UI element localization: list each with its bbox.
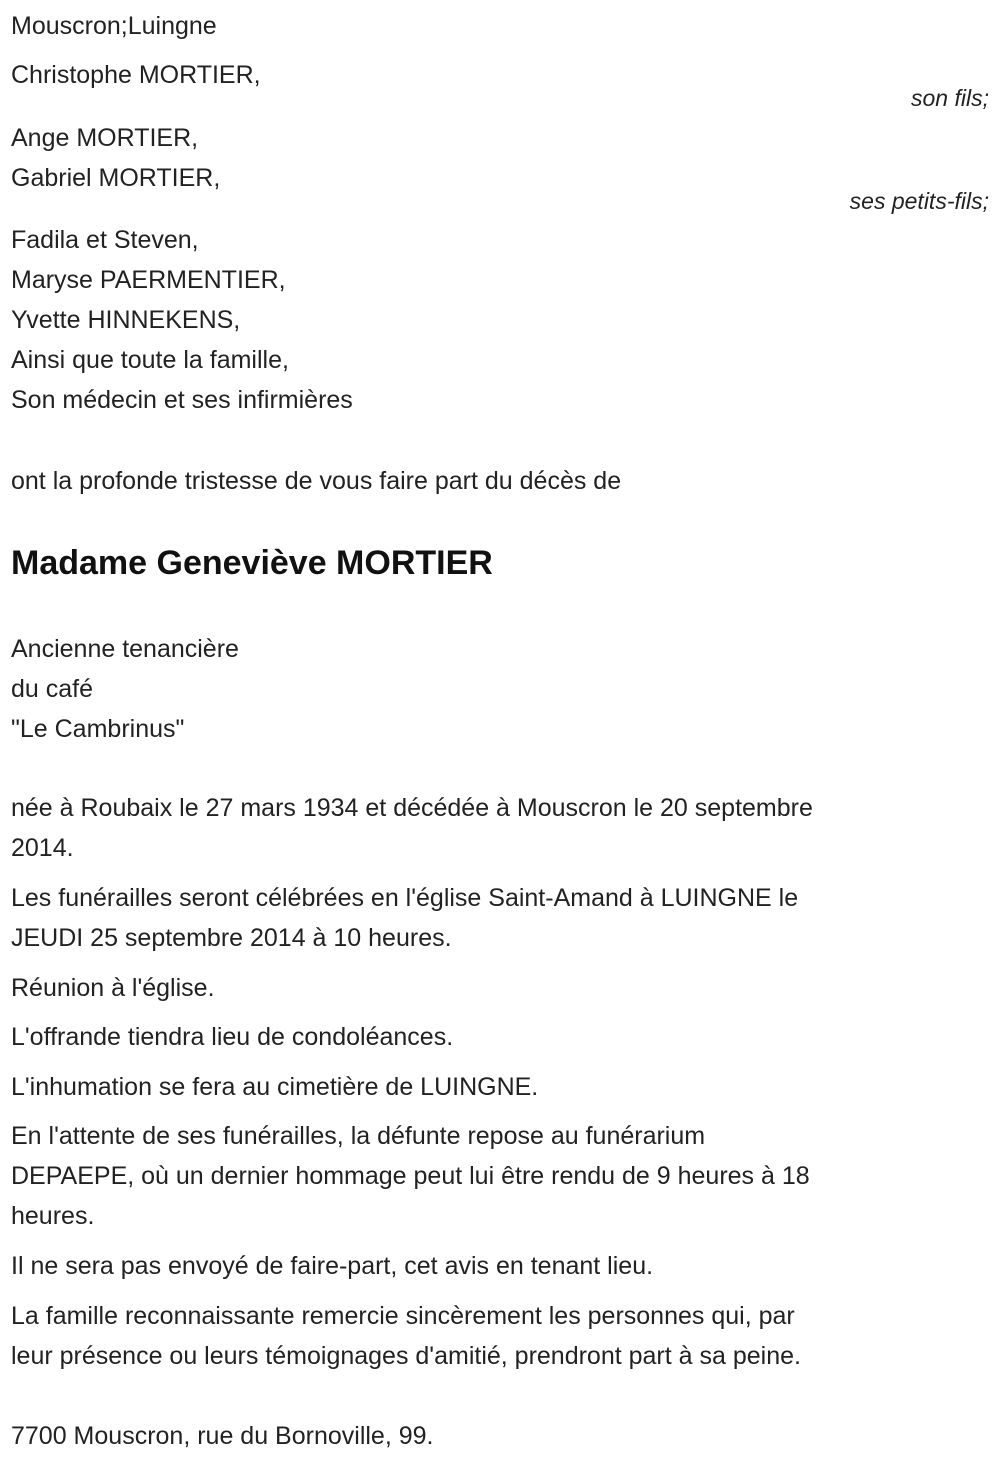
meeting-line: Réunion à l'église. bbox=[11, 974, 215, 1002]
other-mourner: Son médecin et ses infirmières bbox=[11, 386, 353, 414]
funeral-line: Les funérailles seront célébrées en l'église Saint-Amand à LUINGNE le bbox=[11, 884, 799, 912]
son-name: Christophe MORTIER, bbox=[11, 61, 261, 89]
occupation-line: "Le Cambrinus" bbox=[11, 715, 185, 743]
grandson-name: Gabriel MORTIER, bbox=[11, 164, 221, 192]
son-relation: son fils; bbox=[911, 85, 989, 111]
birth-death-line: 2014. bbox=[11, 834, 74, 862]
thanks-line: La famille reconnaissante remercie sincèrement les personnes qui, par bbox=[11, 1302, 795, 1330]
announcement: ont la profonde tristesse de vous faire part du décès de bbox=[11, 467, 622, 495]
location: Mouscron;Luingne bbox=[11, 12, 217, 40]
burial-line: L'inhumation se fera au cimetière de LUINGNE. bbox=[11, 1073, 539, 1101]
notice-line: Il ne sera pas envoyé de faire-part, cet avis en tenant lieu. bbox=[11, 1252, 654, 1280]
funeral-line: JEUDI 25 septembre 2014 à 10 heures. bbox=[11, 924, 452, 952]
occupation-line: du café bbox=[11, 675, 94, 703]
other-mourner: Ainsi que toute la famille, bbox=[11, 346, 289, 374]
birth-death-line: née à Roubaix le 27 mars 1934 et décédée à Mouscron le 20 septembre bbox=[11, 794, 813, 822]
grandsons-relation: ses petits-fils; bbox=[849, 188, 989, 214]
funerarium-line: heures. bbox=[11, 1202, 95, 1230]
thanks-line: leur présence ou leurs témoignages d'amitié, prendront part à sa peine. bbox=[11, 1342, 801, 1370]
deceased-name: Madame Geneviève MORTIER bbox=[11, 544, 493, 582]
grandson-name: Ange MORTIER, bbox=[11, 124, 199, 152]
other-mourner: Fadila et Steven, bbox=[11, 226, 199, 254]
other-mourner: Yvette HINNEKENS, bbox=[11, 306, 241, 334]
funerarium-line: En l'attente de ses funérailles, la défunte repose au funérarium bbox=[11, 1122, 706, 1150]
funerarium-line: DEPAEPE, où un dernier hommage peut lui être rendu de 9 heures à 18 bbox=[11, 1162, 810, 1190]
occupation-line: Ancienne tenancière bbox=[11, 635, 239, 663]
offering-line: L'offrande tiendra lieu de condoléances. bbox=[11, 1023, 454, 1051]
other-mourner: Maryse PAERMENTIER, bbox=[11, 266, 286, 294]
address: 7700 Mouscron, rue du Bornoville, 99. bbox=[11, 1422, 434, 1450]
